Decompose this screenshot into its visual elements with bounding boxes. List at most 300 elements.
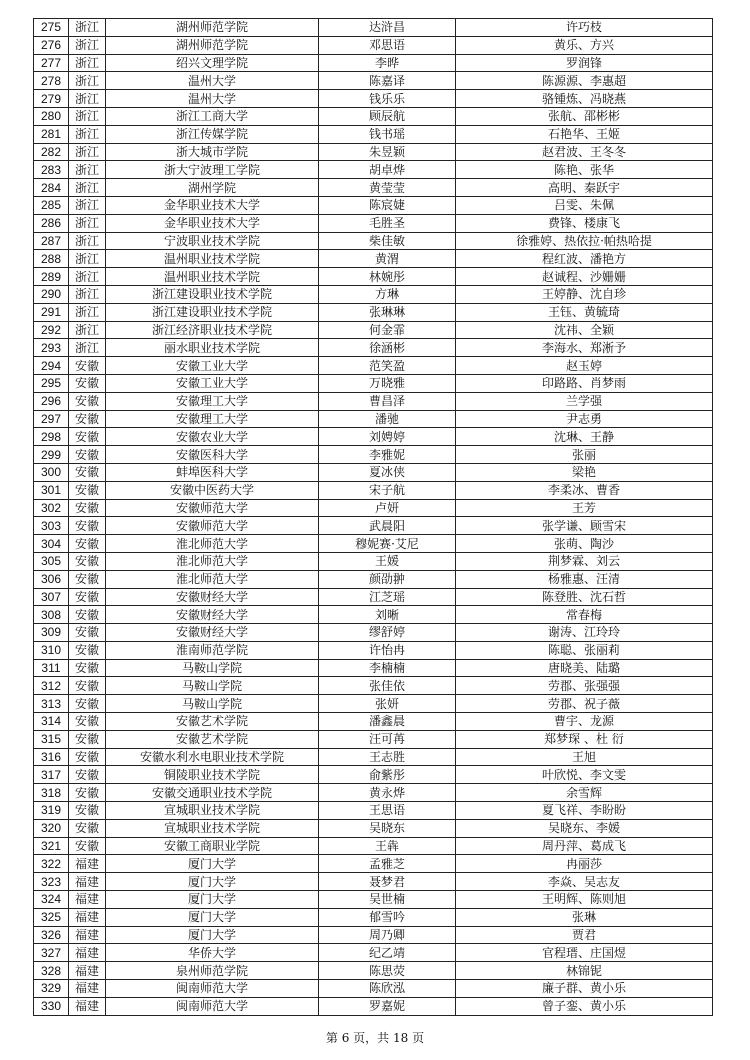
province-cell: 安徽 — [69, 606, 106, 624]
province-cell: 安徽 — [69, 499, 106, 517]
table-row — [34, 837, 713, 855]
row-number-cell: 319 — [34, 802, 69, 820]
school-cell: 温州大学 — [106, 72, 319, 90]
table-row — [34, 179, 713, 197]
row-number-cell: 284 — [34, 179, 69, 197]
province-cell: 浙江 — [69, 179, 106, 197]
province-cell: 福建 — [69, 962, 106, 980]
advisors-cell: 沈祎、全颖 — [456, 321, 713, 339]
table-row — [34, 517, 713, 535]
student-name-cell: 刘娉婷 — [319, 428, 456, 446]
province-cell: 浙江 — [69, 36, 106, 54]
table-row — [34, 143, 713, 161]
school-cell: 安徽财经大学 — [106, 588, 319, 606]
table-row — [34, 802, 713, 820]
school-cell: 安徽工业大学 — [106, 374, 319, 392]
advisors-cell: 罗润锋 — [456, 54, 713, 72]
row-number-cell: 313 — [34, 695, 69, 713]
student-name-cell: 陈宸婕 — [319, 196, 456, 214]
school-cell: 马鞍山学院 — [106, 659, 319, 677]
table-row — [34, 552, 713, 570]
advisors-cell: 叶欣悦、李文雯 — [456, 766, 713, 784]
student-name-cell: 万晓雅 — [319, 374, 456, 392]
row-number-cell: 314 — [34, 713, 69, 731]
province-cell: 浙江 — [69, 107, 106, 125]
school-cell: 温州职业技术学院 — [106, 250, 319, 268]
province-cell: 福建 — [69, 873, 106, 891]
province-cell: 安徽 — [69, 748, 106, 766]
student-name-cell: 纪乙靖 — [319, 944, 456, 962]
advisors-cell: 徐雅婷、热依拉·帕热哈提 — [456, 232, 713, 250]
province-cell: 浙江 — [69, 303, 106, 321]
table-row — [34, 428, 713, 446]
advisors-cell: 陈登胜、沈石哲 — [456, 588, 713, 606]
province-cell: 安徽 — [69, 624, 106, 642]
province-cell: 福建 — [69, 855, 106, 873]
school-cell: 安徽中医药大学 — [106, 481, 319, 499]
table-row — [34, 357, 713, 375]
row-number-cell: 295 — [34, 374, 69, 392]
table-row — [34, 980, 713, 998]
advisors-cell: 杨雅惠、汪清 — [456, 570, 713, 588]
student-name-cell: 林婉彤 — [319, 268, 456, 286]
row-number-cell: 286 — [34, 214, 69, 232]
row-number-cell: 324 — [34, 891, 69, 909]
province-cell: 安徽 — [69, 392, 106, 410]
row-number-cell: 304 — [34, 535, 69, 553]
school-cell: 安徽水利水电职业技术学院 — [106, 748, 319, 766]
advisors-cell: 林锦铌 — [456, 962, 713, 980]
student-name-cell: 胡卓烨 — [319, 161, 456, 179]
table-row — [34, 588, 713, 606]
row-number-cell: 292 — [34, 321, 69, 339]
student-name-cell: 卢妍 — [319, 499, 456, 517]
student-name-cell: 朱昱颖 — [319, 143, 456, 161]
province-cell: 福建 — [69, 944, 106, 962]
advisors-cell: 张学谦、顾雪宋 — [456, 517, 713, 535]
row-number-cell: 315 — [34, 730, 69, 748]
province-cell: 安徽 — [69, 695, 106, 713]
advisors-cell: 高明、秦跃宇 — [456, 179, 713, 197]
row-number-cell: 281 — [34, 125, 69, 143]
student-name-cell: 钱乐乐 — [319, 90, 456, 108]
school-cell: 浙大城市学院 — [106, 143, 319, 161]
student-name-cell: 钱书瑶 — [319, 125, 456, 143]
table-row — [34, 766, 713, 784]
row-number-cell: 298 — [34, 428, 69, 446]
row-number-cell: 279 — [34, 90, 69, 108]
school-cell: 闽南师范大学 — [106, 980, 319, 998]
province-cell: 浙江 — [69, 72, 106, 90]
student-name-cell: 穆妮赛·艾尼 — [319, 535, 456, 553]
advisors-cell: 郑梦琛 、杜 衍 — [456, 730, 713, 748]
row-number-cell: 305 — [34, 552, 69, 570]
school-cell: 安徽农业大学 — [106, 428, 319, 446]
province-cell: 浙江 — [69, 125, 106, 143]
row-number-cell: 287 — [34, 232, 69, 250]
row-number-cell: 311 — [34, 659, 69, 677]
school-cell: 安徽工业大学 — [106, 357, 319, 375]
province-cell: 福建 — [69, 997, 106, 1015]
table-row — [34, 321, 713, 339]
province-cell: 安徽 — [69, 766, 106, 784]
school-cell: 安徽师范大学 — [106, 517, 319, 535]
student-name-cell: 李楠楠 — [319, 659, 456, 677]
student-name-cell: 李雅妮 — [319, 446, 456, 464]
province-cell: 福建 — [69, 908, 106, 926]
table-row — [34, 72, 713, 90]
school-cell: 湖州师范学院 — [106, 19, 319, 37]
table-row — [34, 196, 713, 214]
table-row — [34, 962, 713, 980]
table-row — [34, 250, 713, 268]
school-cell: 铜陵职业技术学院 — [106, 766, 319, 784]
advisors-cell: 陈源源、李惠超 — [456, 72, 713, 90]
row-number-cell: 317 — [34, 766, 69, 784]
student-name-cell: 吴世楠 — [319, 891, 456, 909]
table-row — [34, 463, 713, 481]
province-cell: 福建 — [69, 980, 106, 998]
row-number-cell: 310 — [34, 641, 69, 659]
row-number-cell: 289 — [34, 268, 69, 286]
student-name-cell: 柴佳敏 — [319, 232, 456, 250]
advisors-cell: 费锋、楼康飞 — [456, 214, 713, 232]
province-cell: 安徽 — [69, 677, 106, 695]
row-number-cell: 280 — [34, 107, 69, 125]
table-row — [34, 54, 713, 72]
advisors-cell: 廉子群、黄小乐 — [456, 980, 713, 998]
row-number-cell: 275 — [34, 19, 69, 37]
row-number-cell: 297 — [34, 410, 69, 428]
table-row — [34, 268, 713, 286]
school-cell: 宣城职业技术学院 — [106, 819, 319, 837]
school-cell: 蚌埠医科大学 — [106, 463, 319, 481]
province-cell: 安徽 — [69, 446, 106, 464]
advisors-cell: 余雪辉 — [456, 784, 713, 802]
table-row — [34, 446, 713, 464]
advisors-cell: 冉丽莎 — [456, 855, 713, 873]
school-cell: 安徽财经大学 — [106, 606, 319, 624]
row-number-cell: 294 — [34, 357, 69, 375]
student-name-cell: 夏冰侠 — [319, 463, 456, 481]
province-cell: 安徽 — [69, 588, 106, 606]
province-cell: 浙江 — [69, 285, 106, 303]
province-cell: 福建 — [69, 926, 106, 944]
table-row — [34, 161, 713, 179]
advisors-cell: 张航、邵彬彬 — [456, 107, 713, 125]
advisors-cell: 官程瑨、庄国煜 — [456, 944, 713, 962]
school-cell: 浙江传媒学院 — [106, 125, 319, 143]
table-row — [34, 303, 713, 321]
school-cell: 浙江工商大学 — [106, 107, 319, 125]
province-cell: 安徽 — [69, 713, 106, 731]
student-name-cell: 郁雪吟 — [319, 908, 456, 926]
table-row — [34, 125, 713, 143]
table-row — [34, 374, 713, 392]
advisors-cell: 赵玉婷 — [456, 357, 713, 375]
row-number-cell: 318 — [34, 784, 69, 802]
table-row — [34, 90, 713, 108]
advisors-cell: 周丹萍、葛成飞 — [456, 837, 713, 855]
school-cell: 浙江建设职业技术学院 — [106, 303, 319, 321]
page-footer: 第 6 页，共 18 页 — [325, 1031, 425, 1045]
province-cell: 安徽 — [69, 784, 106, 802]
advisors-cell: 唐晓美、陆璐 — [456, 659, 713, 677]
row-number-cell: 309 — [34, 624, 69, 642]
table-row — [34, 677, 713, 695]
row-number-cell: 316 — [34, 748, 69, 766]
award-list-table — [33, 18, 713, 1016]
student-name-cell: 黄莹莹 — [319, 179, 456, 197]
school-cell: 华侨大学 — [106, 944, 319, 962]
province-cell: 安徽 — [69, 481, 106, 499]
student-name-cell: 聂梦君 — [319, 873, 456, 891]
advisors-cell: 夏飞祥、李盼盼 — [456, 802, 713, 820]
table-row — [34, 944, 713, 962]
student-name-cell: 王思语 — [319, 802, 456, 820]
school-cell: 淮北师范大学 — [106, 552, 319, 570]
student-name-cell: 陈嘉译 — [319, 72, 456, 90]
table-row — [34, 926, 713, 944]
school-cell: 安徽医科大学 — [106, 446, 319, 464]
table-row — [34, 107, 713, 125]
school-cell: 宣城职业技术学院 — [106, 802, 319, 820]
province-cell: 浙江 — [69, 19, 106, 37]
province-cell: 浙江 — [69, 161, 106, 179]
advisors-cell: 兰学强 — [456, 392, 713, 410]
table-row — [34, 730, 713, 748]
province-cell: 安徽 — [69, 730, 106, 748]
advisors-cell: 程红波、潘艳方 — [456, 250, 713, 268]
school-cell: 安徽财经大学 — [106, 624, 319, 642]
row-number-cell: 282 — [34, 143, 69, 161]
advisors-cell: 王旭 — [456, 748, 713, 766]
advisors-cell: 陈艳、张华 — [456, 161, 713, 179]
row-number-cell: 277 — [34, 54, 69, 72]
school-cell: 浙大宁波理工学院 — [106, 161, 319, 179]
province-cell: 安徽 — [69, 357, 106, 375]
row-number-cell: 299 — [34, 446, 69, 464]
advisors-cell: 石艳华、王姬 — [456, 125, 713, 143]
advisors-cell: 劳郡、张强强 — [456, 677, 713, 695]
school-cell: 淮北师范大学 — [106, 570, 319, 588]
school-cell: 绍兴文理学院 — [106, 54, 319, 72]
province-cell: 安徽 — [69, 641, 106, 659]
table-row — [34, 891, 713, 909]
advisors-cell: 荆梦霖、刘云 — [456, 552, 713, 570]
student-name-cell: 顾辰航 — [319, 107, 456, 125]
row-number-cell: 328 — [34, 962, 69, 980]
advisors-cell: 黄乐、方兴 — [456, 36, 713, 54]
student-name-cell: 邓思语 — [319, 36, 456, 54]
province-cell: 安徽 — [69, 552, 106, 570]
province-cell: 安徽 — [69, 659, 106, 677]
province-cell: 安徽 — [69, 802, 106, 820]
table-row — [34, 285, 713, 303]
table-row — [34, 499, 713, 517]
student-name-cell: 毛胜圣 — [319, 214, 456, 232]
table-row — [34, 997, 713, 1015]
table-row — [34, 232, 713, 250]
table-row — [34, 606, 713, 624]
row-number-cell: 329 — [34, 980, 69, 998]
table-row — [34, 713, 713, 731]
table-row — [34, 19, 713, 37]
school-cell: 泉州师范学院 — [106, 962, 319, 980]
row-number-cell: 312 — [34, 677, 69, 695]
student-name-cell: 潘鑫晨 — [319, 713, 456, 731]
school-cell: 马鞍山学院 — [106, 695, 319, 713]
row-number-cell: 325 — [34, 908, 69, 926]
row-number-cell: 308 — [34, 606, 69, 624]
school-cell: 厦门大学 — [106, 926, 319, 944]
advisors-cell: 张丽 — [456, 446, 713, 464]
advisors-cell: 尹志勇 — [456, 410, 713, 428]
student-name-cell: 俞紫彤 — [319, 766, 456, 784]
table-row — [34, 339, 713, 357]
student-name-cell: 陈思荧 — [319, 962, 456, 980]
row-number-cell: 285 — [34, 196, 69, 214]
school-cell: 厦门大学 — [106, 908, 319, 926]
student-name-cell: 罗嘉妮 — [319, 997, 456, 1015]
table-row — [34, 214, 713, 232]
table-row — [34, 641, 713, 659]
province-cell: 安徽 — [69, 570, 106, 588]
table-row — [34, 695, 713, 713]
province-cell: 安徽 — [69, 819, 106, 837]
advisors-cell: 李柔冰、曹香 — [456, 481, 713, 499]
province-cell: 浙江 — [69, 250, 106, 268]
student-name-cell: 曹昌泽 — [319, 392, 456, 410]
province-cell: 浙江 — [69, 214, 106, 232]
advisors-cell: 吕雯、朱佩 — [456, 196, 713, 214]
advisors-cell: 赵君波、王冬冬 — [456, 143, 713, 161]
school-cell: 湖州学院 — [106, 179, 319, 197]
school-cell: 湖州师范学院 — [106, 36, 319, 54]
table-row — [34, 748, 713, 766]
row-number-cell: 296 — [34, 392, 69, 410]
school-cell: 淮南师范学院 — [106, 641, 319, 659]
advisors-cell: 常春梅 — [456, 606, 713, 624]
advisors-cell: 李焱、吴志友 — [456, 873, 713, 891]
student-name-cell: 李晔 — [319, 54, 456, 72]
school-cell: 安徽理工大学 — [106, 410, 319, 428]
row-number-cell: 303 — [34, 517, 69, 535]
row-number-cell: 278 — [34, 72, 69, 90]
table-row — [34, 873, 713, 891]
table-row — [34, 908, 713, 926]
advisors-cell: 印路路、肖梦雨 — [456, 374, 713, 392]
row-number-cell: 301 — [34, 481, 69, 499]
advisors-cell: 张萌、陶沙 — [456, 535, 713, 553]
table-row — [34, 570, 713, 588]
school-cell: 安徽理工大学 — [106, 392, 319, 410]
student-name-cell: 武晨阳 — [319, 517, 456, 535]
advisors-cell: 劳郡、祝子薇 — [456, 695, 713, 713]
table-row — [34, 535, 713, 553]
student-name-cell: 吴晓东 — [319, 819, 456, 837]
student-name-cell: 宋子航 — [319, 481, 456, 499]
student-name-cell: 达浒昌 — [319, 19, 456, 37]
student-name-cell: 徐涵彬 — [319, 339, 456, 357]
advisors-cell: 张琳 — [456, 908, 713, 926]
table-row — [34, 481, 713, 499]
row-number-cell: 283 — [34, 161, 69, 179]
student-name-cell: 张琳琳 — [319, 303, 456, 321]
province-cell: 浙江 — [69, 321, 106, 339]
advisors-cell: 骆锺炼、冯晓燕 — [456, 90, 713, 108]
school-cell: 闽南师范大学 — [106, 997, 319, 1015]
school-cell: 金华职业技术大学 — [106, 196, 319, 214]
school-cell: 安徽师范大学 — [106, 499, 319, 517]
row-number-cell: 326 — [34, 926, 69, 944]
student-name-cell: 陈欣泓 — [319, 980, 456, 998]
school-cell: 浙江经济职业技术学院 — [106, 321, 319, 339]
student-name-cell: 王媛 — [319, 552, 456, 570]
student-name-cell: 周乃卿 — [319, 926, 456, 944]
row-number-cell: 307 — [34, 588, 69, 606]
student-name-cell: 缪舒婷 — [319, 624, 456, 642]
school-cell: 淮北师范大学 — [106, 535, 319, 553]
student-name-cell: 潘驰 — [319, 410, 456, 428]
advisors-cell: 谢涛、江玲玲 — [456, 624, 713, 642]
row-number-cell: 323 — [34, 873, 69, 891]
province-cell: 安徽 — [69, 374, 106, 392]
school-cell: 宁波职业技术学院 — [106, 232, 319, 250]
province-cell: 浙江 — [69, 143, 106, 161]
table-row — [34, 819, 713, 837]
table-row — [34, 855, 713, 873]
school-cell: 马鞍山学院 — [106, 677, 319, 695]
province-cell: 安徽 — [69, 428, 106, 446]
province-cell: 浙江 — [69, 339, 106, 357]
advisors-cell: 王钰、黄毓琦 — [456, 303, 713, 321]
student-name-cell: 刘晰 — [319, 606, 456, 624]
row-number-cell: 322 — [34, 855, 69, 873]
province-cell: 浙江 — [69, 90, 106, 108]
row-number-cell: 300 — [34, 463, 69, 481]
advisors-cell: 李海水、郑淅予 — [456, 339, 713, 357]
table-body — [34, 19, 713, 1016]
row-number-cell: 291 — [34, 303, 69, 321]
row-number-cell: 288 — [34, 250, 69, 268]
advisors-cell: 王明辉、陈则旭 — [456, 891, 713, 909]
student-name-cell: 范笑盈 — [319, 357, 456, 375]
school-cell: 厦门大学 — [106, 855, 319, 873]
row-number-cell: 290 — [34, 285, 69, 303]
school-cell: 厦门大学 — [106, 873, 319, 891]
student-name-cell: 江芝瑶 — [319, 588, 456, 606]
row-number-cell: 306 — [34, 570, 69, 588]
student-name-cell: 张佳依 — [319, 677, 456, 695]
student-name-cell: 何金霏 — [319, 321, 456, 339]
advisors-cell: 梁艳 — [456, 463, 713, 481]
province-cell: 浙江 — [69, 196, 106, 214]
school-cell: 温州大学 — [106, 90, 319, 108]
school-cell: 安徽工商职业学院 — [106, 837, 319, 855]
province-cell: 福建 — [69, 891, 106, 909]
student-name-cell: 黄渭 — [319, 250, 456, 268]
advisors-cell: 王婷静、沈自珍 — [456, 285, 713, 303]
row-number-cell: 302 — [34, 499, 69, 517]
row-number-cell: 327 — [34, 944, 69, 962]
student-name-cell: 方琳 — [319, 285, 456, 303]
school-cell: 安徽艺术学院 — [106, 713, 319, 731]
table-row — [34, 36, 713, 54]
province-cell: 安徽 — [69, 517, 106, 535]
table-row — [34, 784, 713, 802]
province-cell: 安徽 — [69, 535, 106, 553]
